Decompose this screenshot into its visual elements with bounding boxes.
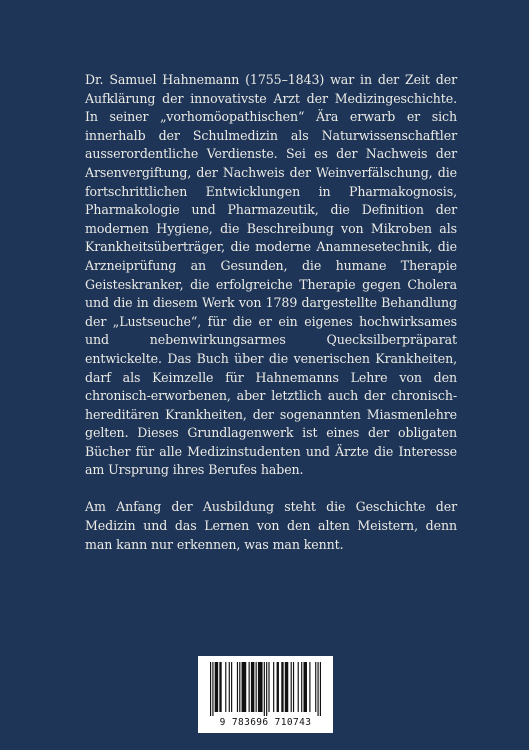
barcode-bar — [251, 662, 255, 712]
barcode-bar — [298, 662, 299, 712]
barcode-bar — [317, 662, 318, 716]
barcode-icon — [210, 662, 321, 716]
barcode-bar — [281, 662, 283, 712]
barcode-digits: 9 783696 710743 — [219, 717, 312, 728]
barcode-bar — [309, 662, 310, 712]
isbn-barcode — [198, 656, 333, 733]
barcode-bar — [320, 662, 321, 716]
barcode-bar — [291, 662, 292, 712]
barcode-bar — [277, 662, 279, 712]
barcode-bar — [258, 662, 263, 712]
barcode-bar — [219, 662, 221, 712]
barcode-bar — [301, 662, 302, 712]
barcode-bar — [266, 662, 267, 716]
barcode-bar — [303, 662, 307, 712]
barcode-bar — [249, 662, 250, 712]
barcode-bar — [237, 662, 238, 712]
blurb-paragraph-2: Am Anfang der Ausbildung steht die Geschichte der Medizin und das Lernen von den alten Meistern, denn man kann nur erkennen, was man kennt. — [85, 499, 457, 552]
barcode-bar — [210, 662, 211, 716]
barcode-bar — [242, 662, 247, 712]
barcode-bar — [239, 662, 240, 712]
barcode-bar — [293, 662, 294, 712]
barcode-bar — [273, 662, 274, 712]
barcode-bar — [225, 662, 226, 712]
blurb-text-block — [85, 71, 457, 554]
barcode-bar — [268, 662, 269, 712]
barcode-bar — [212, 662, 213, 716]
barcode-bar — [264, 662, 265, 716]
barcode-bar — [215, 662, 219, 712]
barcode-bar — [229, 662, 230, 712]
barcode-bar — [315, 662, 316, 712]
barcode-bar — [256, 662, 257, 712]
blurb-paragraph-1: Dr. Samuel Hahnemann (1755–1843) war in der Zeit der Aufklärung der innovativste Arzt der Medizingeschichte. In seiner „vorhomöopathischen“ Ära erwarb er sich innerhalb der Schulmedizin als Naturwissenschaftler ausserordentliche Verdienste. Sei es der Nachweis der Arsenvergiftung, der Nachweis der Weinverfälschung, die fortschrittlichen Entwicklungen in Pharmakognosis, Pharmakologie und Pharmazeutik, die Definition der modernen Hygiene, die Beschreibung von Mikroben als Krankheitsüberträger, die moderne Anamnesetechnik, die Arzneiprüfung an Gesunden, die humane Therapie Geisteskranker, die erfolgreiche Therapie gegen Cholera und die in diesem Werk von 1789 dargestellte Behandlung der „Lustseuche“, für die er ein eigenes hochwirksames und nebenwirkungsarmes Quecksilberpräparat entwickelte. Das Buch über die venerischen Krankheiten, darf als Keimzelle für Hahnemanns Lehre von den chronisch-erworbenen, aber letztlich auch der chronisch-hereditären Krankheiten, der sogenannten Miasmenlehre gelten. Dieses Grundlagenwerk ist eines der obligaten Bücher für alle Medizinstudenten und Ärzte die Interesse am Ursprung ihres Berufes haben. — [85, 72, 457, 478]
barcode-bar — [231, 662, 232, 712]
barcode-bar — [285, 662, 289, 712]
